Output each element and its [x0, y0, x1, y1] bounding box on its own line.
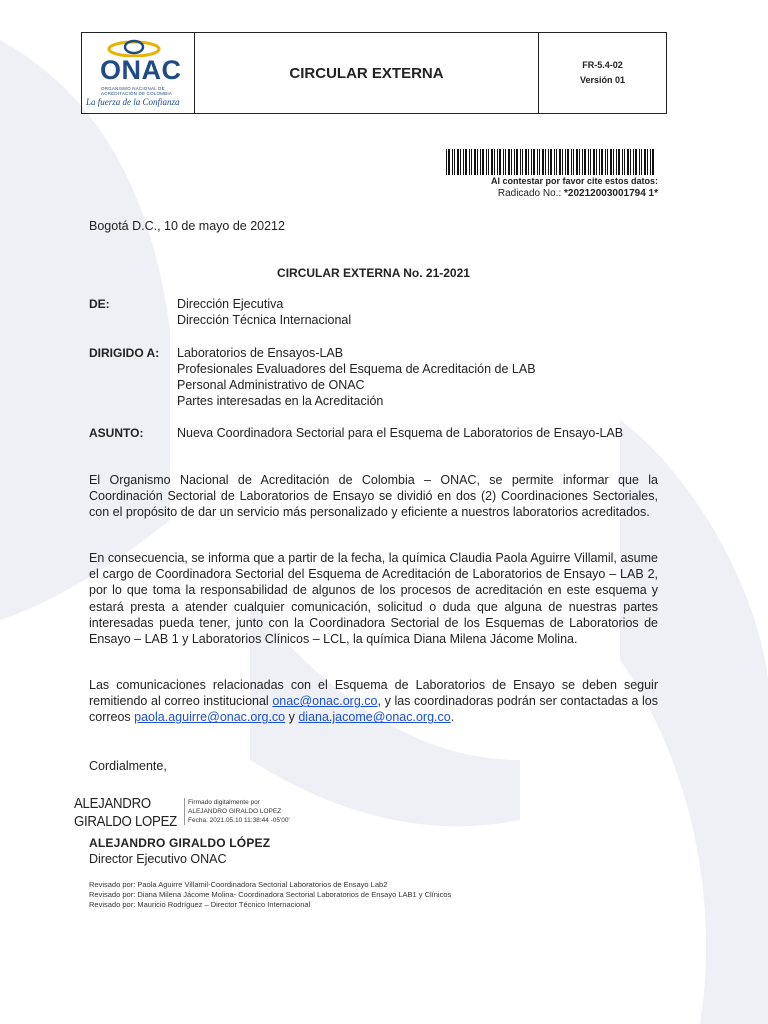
barcode-bar: [639, 149, 640, 175]
barcode-bar: [554, 149, 555, 175]
barcode-bar: [486, 149, 487, 175]
logo-wordmark: ONAC: [100, 55, 182, 85]
barcode-bar: [622, 149, 623, 175]
barcode-bar: [576, 149, 578, 175]
paragraph-3-text: .: [450, 710, 455, 725]
barcode-bar: [497, 149, 498, 175]
barcode-caption: Al contestar por favor cite estos datos:: [490, 176, 658, 186]
onac-logo: [82, 33, 195, 113]
barcode-bar: [460, 149, 461, 175]
barcode-bar: [559, 149, 561, 175]
reviewed-by-line: Revisado por: Mauricio Rodríguez – Director Técnico Internacional: [89, 900, 311, 909]
document-header: [81, 32, 667, 114]
barcode-bar: [511, 149, 512, 175]
dirigido-line: Profesionales Evaluadores del Esquema de Acreditación de LAB: [177, 362, 536, 376]
barcode-bar: [607, 149, 608, 175]
dirigido-line: Personal Administrativo de ONAC: [177, 378, 365, 392]
barcode-bar: [499, 149, 501, 175]
barcode-bar: [520, 149, 521, 175]
dirigido-line: Laboratorios de Ensayos-LAB: [177, 346, 344, 360]
barcode-bar: [567, 149, 569, 175]
digital-signature-line: ALEJANDRO GIRALDO LOPEZ: [188, 808, 282, 815]
de-block: [177, 296, 351, 328]
paragraph-3-text: , y las coordinadoras podrán ser contactadas a los correos: [89, 694, 659, 725]
barcode-bar: [650, 149, 651, 175]
barcode-bar: [525, 149, 527, 175]
barcode-bar: [613, 149, 614, 175]
barcode-bar: [503, 149, 504, 175]
paragraph-3-text: y: [285, 710, 299, 725]
barcode-bar: [588, 149, 589, 175]
circular-title: CIRCULAR EXTERNA No. 21-2021: [277, 266, 470, 280]
barcode-bar: [633, 149, 634, 175]
barcode-bar: [616, 149, 617, 175]
email-link-paola[interactable]: paola.aguirre@onac.org.co: [134, 710, 286, 725]
digital-signature-stamp: [184, 798, 290, 825]
asunto-label: ASUNTO:: [89, 426, 144, 440]
email-link-onac[interactable]: onac@onac.org.co: [272, 694, 378, 709]
barcode-bar: [562, 149, 563, 175]
barcode-bar: [624, 149, 625, 175]
barcode-bar: [641, 149, 642, 175]
signer-role: Director Ejecutivo ONAC: [89, 852, 227, 866]
barcode-bar: [477, 149, 478, 175]
barcode-bar: [494, 149, 495, 175]
email-link-diana[interactable]: diana.jacome@onac.org.co: [298, 710, 451, 725]
barcode-bar: [596, 149, 597, 175]
barcode-bar: [539, 149, 540, 175]
de-line: Dirección Ejecutiva: [177, 297, 284, 311]
barcode-bar: [474, 149, 476, 175]
dirigido-block: [177, 345, 536, 409]
barcode-bar: [635, 149, 637, 175]
barcode-bar: [590, 149, 591, 175]
barcode-bar: [644, 149, 646, 175]
barcode-bar: [452, 149, 453, 175]
barcode-bar: [528, 149, 529, 175]
barcode-bar: [579, 149, 580, 175]
signer-name: ALEJANDRO GIRALDO LÓPEZ: [89, 836, 271, 850]
radicado-number: [498, 188, 658, 199]
barcode-bar: [550, 149, 552, 175]
barcode-bar: [522, 149, 523, 175]
barcode-bar: [593, 149, 595, 175]
barcode-bar: [531, 149, 532, 175]
barcode-bar: [469, 149, 470, 175]
logo-subtitle-1: ORGANISMO NACIONAL DE: [101, 86, 165, 91]
header-title: CIRCULAR EXTERNA: [195, 33, 539, 113]
logo-subtitle-2: ACREDITACIÓN DE COLOMBIA: [101, 91, 172, 96]
signature-name-line-2: GIRALDO LOPEZ: [74, 813, 177, 830]
paragraph-2: En consecuencia, se informa que a partir de la fecha, la química Claudia Paola Aguirre Villamil, asume el cargo de Coordinadora Sectorial del Esquema de Acreditación de Laboratorios de Ensayo – LAB 2, por lo que toma la responsabilidad de algunos de los procesos de acreditación en este esquema y estará presta a atender cualquier comunicación, solicitud o duda que alguna de nuestras partes interesadas pueda tener, junto con la Coordinadora Sectorial de los Esquemas de Laboratorios de Ensayo – LAB 1 y Laboratorios Clínicos – LCL, la química Diana Milena Jácome Molina.: [89, 551, 658, 647]
form-code: FR-5.4-02: [582, 60, 623, 70]
de-line: Dirección Técnica Internacional: [177, 313, 352, 327]
barcode-bar: [454, 149, 455, 175]
paragraph-3: [89, 677, 658, 726]
reviewed-by-line: Revisado por: Paola Aguirre Villamil-Coordinadora Sectorial Laboratorios de Ensayo Lab2: [89, 880, 388, 889]
barcode-bar: [471, 149, 472, 175]
barcode-bar: [548, 149, 549, 175]
asunto-text: Nueva Coordinadora Sectorial para el Esquema de Laboratorios de Ensayo-LAB: [177, 426, 624, 440]
barcode-bar: [446, 149, 447, 175]
digital-signature-line: Firmado digitalmente por: [188, 799, 260, 806]
barcode-bar: [533, 149, 535, 175]
dirigido-label: DIRIGIDO A:: [89, 346, 160, 360]
dirigido-line: Partes interesadas en la Acreditación: [177, 394, 384, 408]
barcode-bar: [448, 149, 450, 175]
barcode-bar: [457, 149, 459, 175]
barcode-bar: [491, 149, 493, 175]
barcode-bar: [516, 149, 518, 175]
de-label: DE:: [89, 297, 110, 311]
barcode-bar: [610, 149, 612, 175]
radicado-value: *20212003001794 1*: [564, 188, 658, 199]
barcode-bar: [630, 149, 631, 175]
barcode-bar: [542, 149, 544, 175]
barcode-bar: [545, 149, 546, 175]
digital-signature-line: Fecha: 2021.05.10 11:38:44 -05'00': [188, 817, 290, 824]
barcode-bar: [605, 149, 606, 175]
barcode-icon: [446, 149, 658, 175]
barcode-bar: [556, 149, 557, 175]
barcode-bar: [465, 149, 467, 175]
barcode-bar: [514, 149, 515, 175]
paragraph-3-text: Las comunicaciones relacionadas con el Esquema de Laboratorios de Ensayo se deben seguir remitiendo al correo institucional: [89, 678, 658, 709]
form-version: Versión 01: [579, 75, 626, 85]
barcode-bar: [573, 149, 574, 175]
barcode-bar: [599, 149, 600, 175]
barcode-bar: [627, 149, 629, 175]
barcode-bar: [571, 149, 572, 175]
barcode-bar: [463, 149, 464, 175]
barcode-bar: [505, 149, 506, 175]
header-code-box: [539, 33, 666, 113]
barcode-bar: [647, 149, 648, 175]
barcode-bar: [480, 149, 481, 175]
barcode-bar: [537, 149, 538, 175]
paragraph-1: El Organismo Nacional de Acreditación de Colombia – ONAC, se permite informar que la Coordinación Sectorial de Laboratorios de Ensayo se dividió en dos (2) Coordinaciones Sectoriales, con el propósito de dar un servicio más personalizado y eficiente a nuestros laboratorios acreditados.: [89, 473, 658, 520]
barcode-bar: [601, 149, 603, 175]
barcode-bar: [582, 149, 583, 175]
barcode-bar: [618, 149, 620, 175]
barcode-bar: [652, 149, 654, 175]
reviewed-by-list: [89, 880, 451, 910]
letter-date: Bogotá D.C., 10 de mayo de 20212: [89, 219, 285, 233]
signature-name-line-1: ALEJANDRO: [74, 795, 151, 812]
barcode-bar: [584, 149, 586, 175]
radicado-label: Radicado No.:: [497, 188, 565, 199]
barcode-bar: [508, 149, 510, 175]
logo-tagline: La fuerza de la Confianza: [86, 97, 180, 107]
reviewed-by-line: Revisado por: Diana Milena Jácome Molina- Coordinadora Sectorial Laboratorios de Ensayo LAB1 y Clínicos: [89, 890, 452, 899]
closing: Cordialmente,: [89, 759, 167, 773]
barcode-bar: [482, 149, 484, 175]
logo-swoosh-icon: [104, 37, 164, 57]
barcode-bar: [565, 149, 566, 175]
barcode-bar: [488, 149, 489, 175]
